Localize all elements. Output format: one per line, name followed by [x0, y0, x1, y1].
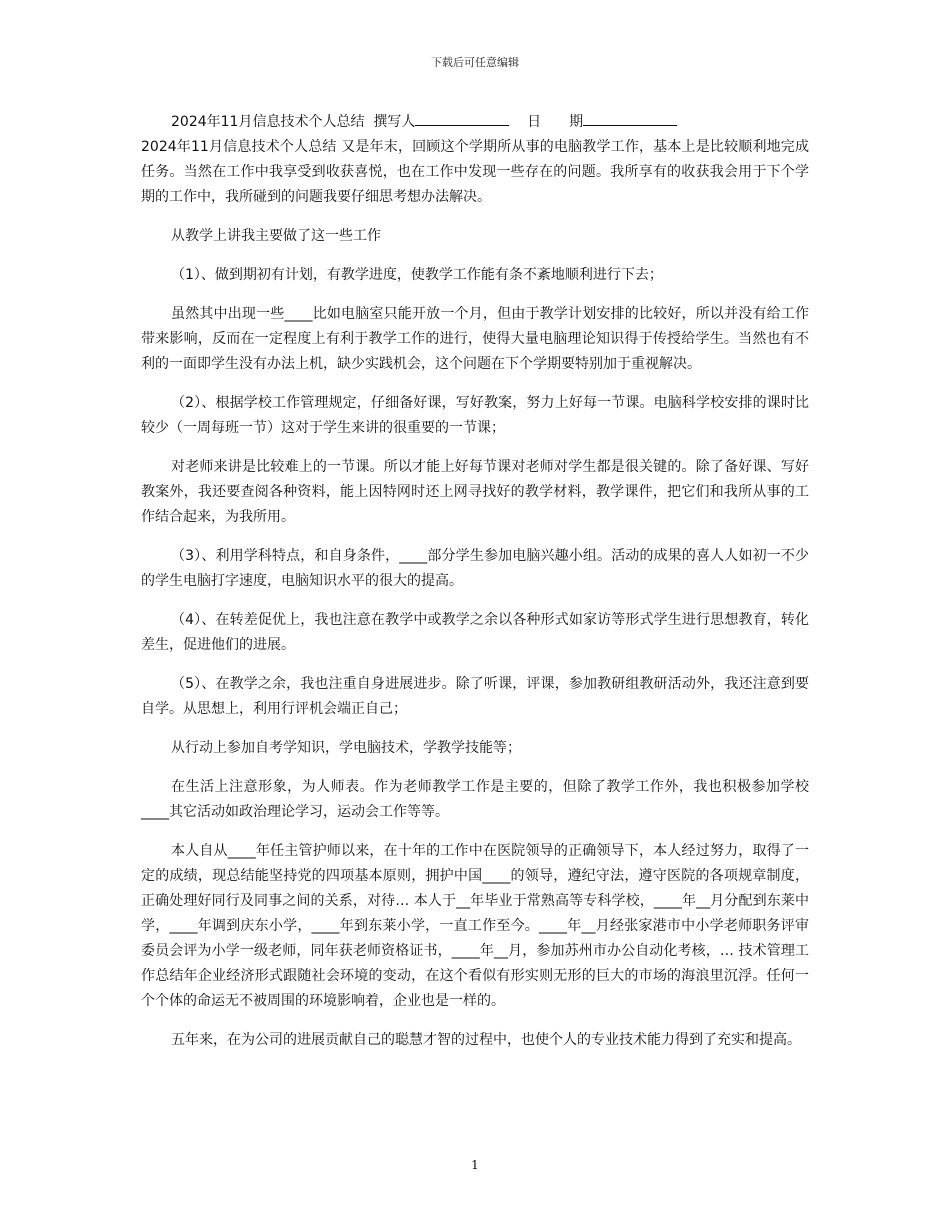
paragraph: 本人自从____年任主管护师以来，在十年的工作中在医院领导的正确领导下，本人经过努力，取得了一定的成绩，现总结能坚持党的四项基本原则，拥护中国____的领导，遵纪守法，遵守医院的各项规章制度，正确处理好同行及同事之间的关系，对待… 本人于__年毕业于常熟高等专科学校，____年__月分配到东莱中学，____年调到庆东小学，____年到东莱小学，一直工作至今。____年__月经张家港市中小学老师职务评审委员会评为小学一级老师，同年获老师资格证书，____年__月，参加苏州市办公自动化考核，… 技术管理工作总结年企业经济形式跟随社会环境的变动，在这个看似有形实则无形的巨大的市场的海浪里沉浮。任何一个个体的命运无不被周围的环境影响着，企业也是一样的。 [141, 843, 809, 1009]
paragraph: 在生活上注意形象，为人师表。作为老师教学工作是主要的，但除了教学工作外，我也积极参加学校____其它活动如政治理论学习，运动会工作等等。 [141, 779, 809, 820]
date-blank [583, 111, 677, 126]
paragraph: 从行动上参加自考学知识，学电脑技术，学教学技能等； [171, 740, 521, 756]
paragraph-item-4: （4）、在转差促优上，我也注意在教学中或教学之余以各种形式如家访等形式学生进行思想教育，转化差生，促进他们的进展。 [141, 612, 809, 653]
title-line [141, 110, 809, 135]
paragraph-item-3: （3）、利用学科特点，和自身条件，____部分学生参加电脑兴趣小组。活动的成果的喜人人如初一不少的学生电脑打字速度，电脑知识水平的很大的提高。 [141, 548, 809, 589]
paragraph-item-2: （2）、根据学校工作管理规定，仔细备好课，写好教案，努力上好每一节课。电脑科学校安排的课时比较少（一周每班一节）这对于学生来讲的很重要的一节课； [141, 395, 809, 436]
writer-label: 撰写人 [373, 114, 416, 130]
document-body [141, 110, 809, 1067]
paragraph: 五年来，在为公司的进展贡献自己的聪慧才智的过程中，也使个人的专业技术能力得到了充实和提高。 [171, 1032, 801, 1048]
document-title: 2024年11月信息技术个人总结 [171, 114, 365, 130]
writer-blank [415, 111, 509, 126]
date-label: 日 期 [527, 114, 584, 130]
paragraph: 从教学上讲我主要做了这一些工作 [171, 228, 381, 244]
paragraph: 虽然其中出现一些____比如电脑室只能开放一个月，但由于教学计划安排的比较好，所以并没有给工作带来影响，反而在一定程度上有利于教学工作的进行，使得大量电脑理论知识得于传授给学生。当然也有不利的一面即学生没有办法上机，缺少实践机会，这个问题在下个学期要特别加于重视解决。 [141, 306, 809, 372]
page-number: 1 [471, 1158, 479, 1172]
paragraph: 对老师来讲是比较难上的一节课。所以才能上好每节课对老师对学生都是很关键的。除了备好课、写好教案外，我还要查阅各种资料，能上因特网时还上网寻找好的教学材料，教学课件，把它们和我所从事的工作结合起来，为我所用。 [141, 459, 809, 525]
paragraph-intro: 2024年11月信息技术个人总结 又是年末，回顾这个学期所从事的电脑教学工作，基本上是比较顺利地完成任务。当然在工作中我享受到收获喜悦，也在工作中发现一些存在的问题。我所享有的收获我会用于下个学期的工作中，我所碰到的问题我要仔细思考想办法解决。 [141, 139, 809, 205]
page-header: 下载后可任意编辑 [431, 56, 519, 69]
paragraph-item-1: （1）、做到期初有计划，有教学进度，使教学工作能有条不紊地顺利进行下去； [171, 267, 663, 283]
paragraph-item-5: （5）、在教学之余，我也注重自身进展进步。除了听课，评课，参加教研组教研活动外，我还注意到要自学。从思想上，利用行评机会端正自己； [141, 676, 809, 717]
